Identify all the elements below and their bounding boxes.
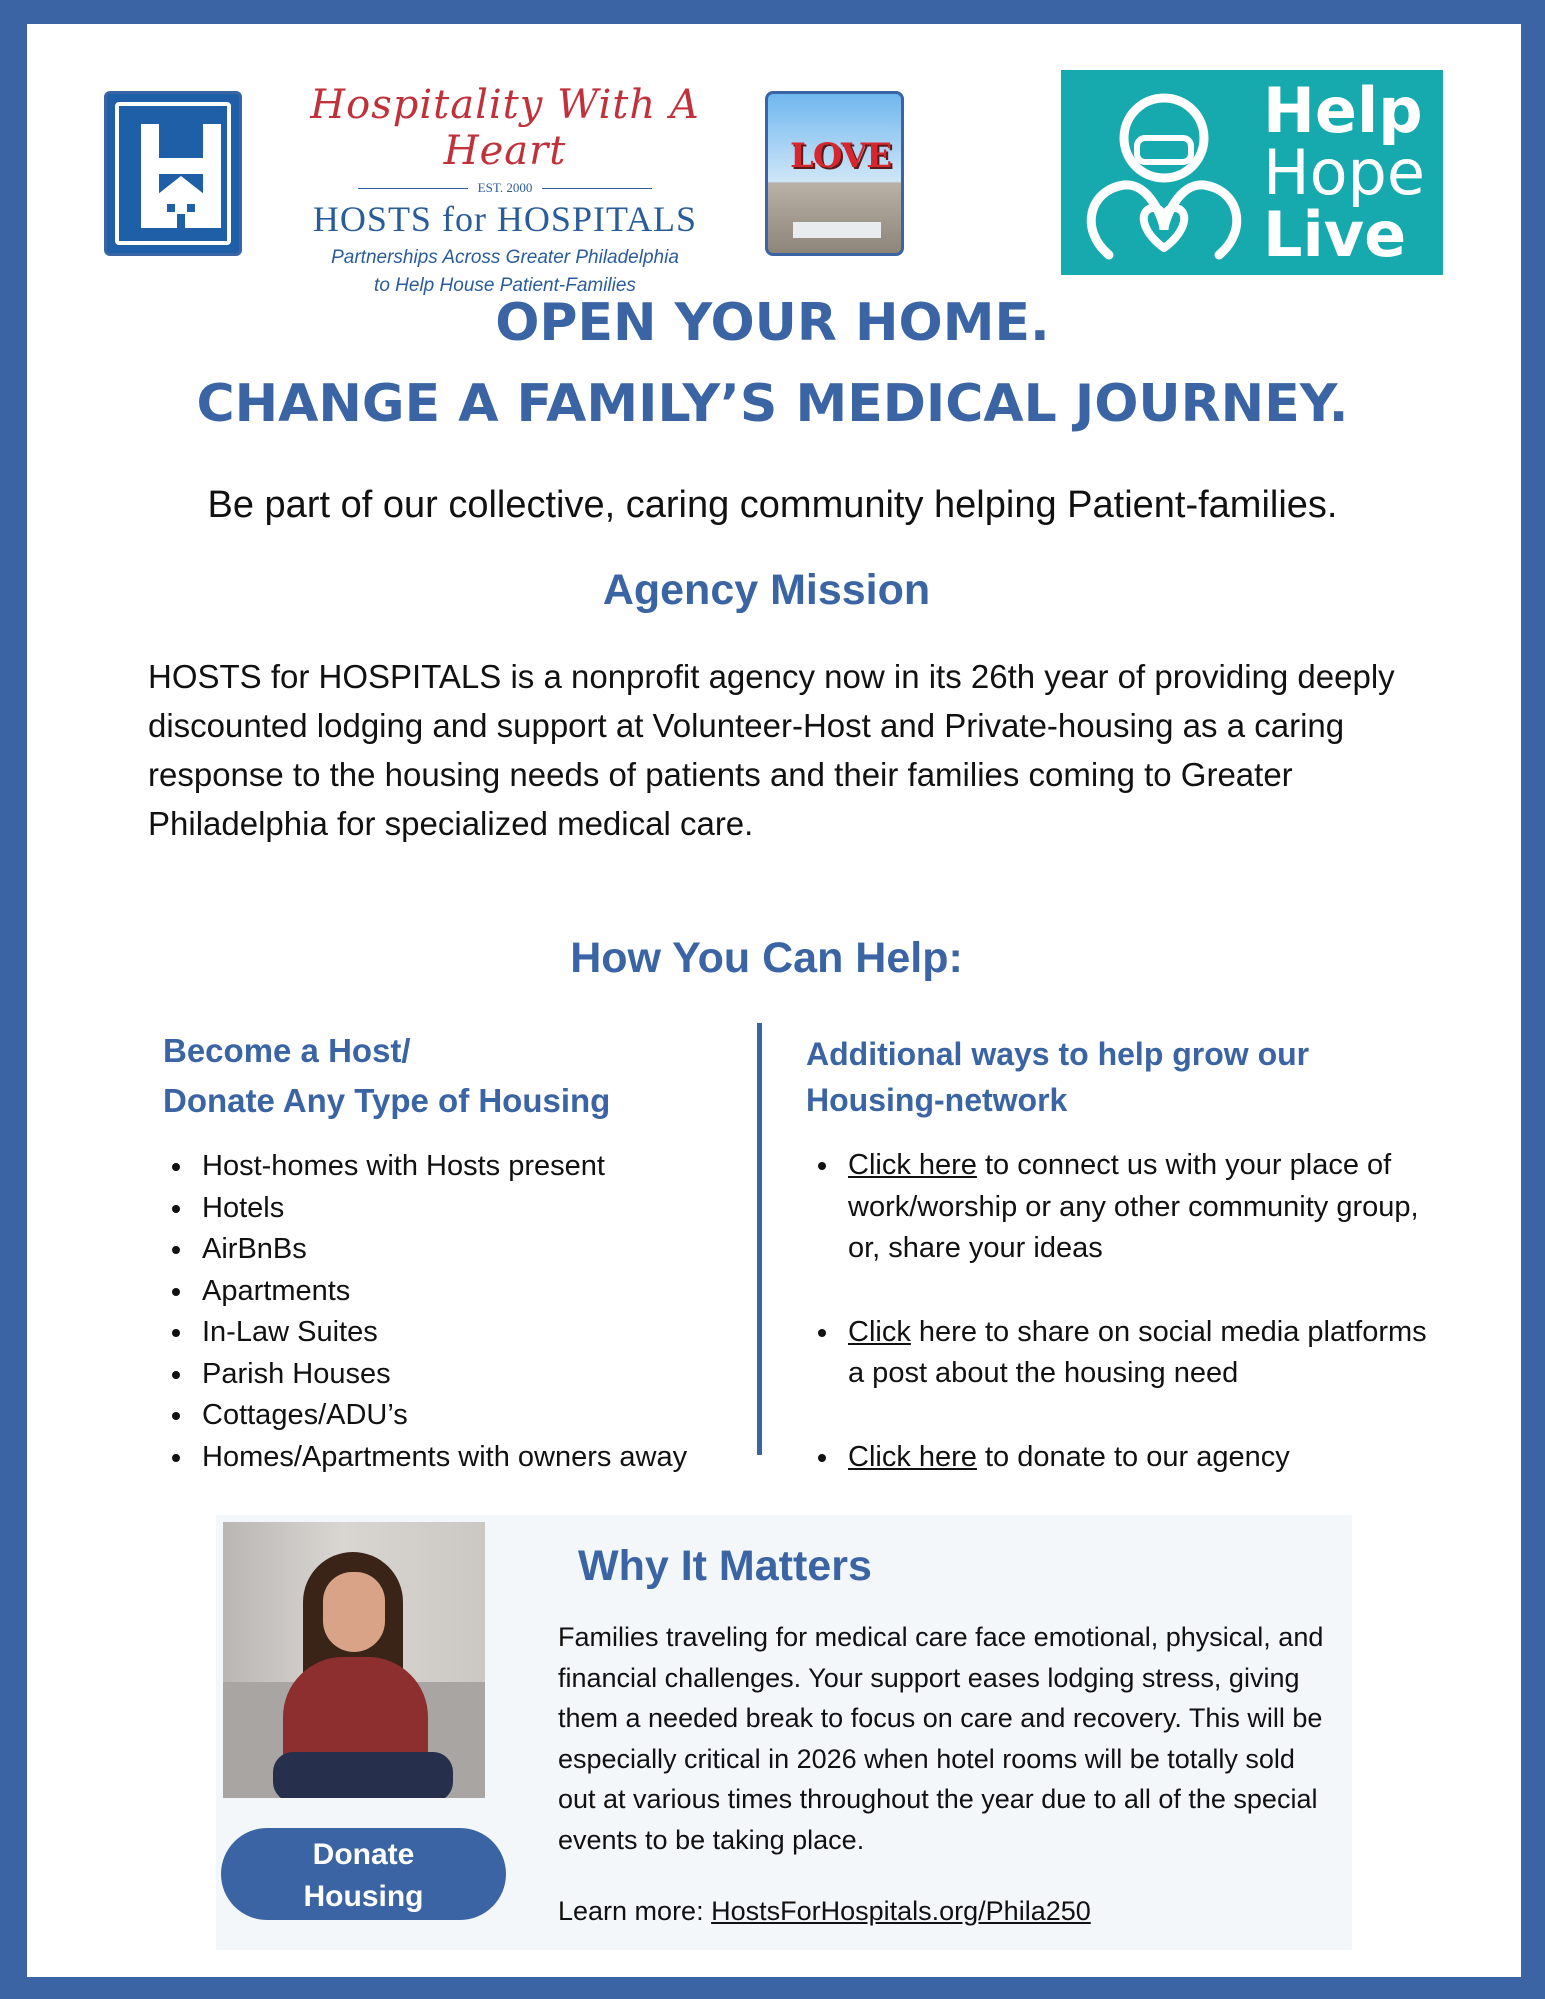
- hhl-wordmark: [1263, 74, 1426, 271]
- hfh-script-title: Hospitality With A Heart: [310, 82, 700, 174]
- love-word-text: LOVE: [790, 136, 892, 176]
- photo-face: [323, 1572, 385, 1652]
- list-item: In-Law Suites: [163, 1312, 743, 1354]
- host-heading-1: Become a Host/: [163, 1032, 411, 1069]
- hfh-org-name: HOSTS for HOSPITALS: [312, 199, 698, 239]
- column-divider: [757, 1023, 762, 1455]
- hfh-subtitle-1: Partnerships Across Greater Philadelphia: [331, 247, 679, 268]
- woman-photo: [223, 1522, 485, 1798]
- list-item: [806, 1312, 1446, 1395]
- hfh-est: [250, 180, 760, 196]
- hhl-live: Live: [1263, 198, 1407, 271]
- list-item: [806, 1145, 1446, 1270]
- mission-title: Agency Mission: [602, 566, 931, 614]
- list-item: AirBnBs: [163, 1229, 743, 1271]
- list-item: Apartments: [163, 1271, 743, 1313]
- list-item: Homes/Apartments with owners away: [163, 1437, 743, 1479]
- donate-line-1: Donate: [312, 1838, 415, 1871]
- hhl-help: Help: [1263, 74, 1423, 147]
- hfh-wordmark: [250, 82, 760, 300]
- help-title: How You Can Help:: [570, 934, 963, 982]
- mission-body: HOSTS for HOSPITALS is a nonprofit agency now in its 26th year of providing deeply discounted lodging and support at Volunteer-Host and Private-housing as a caring response to the housing needs of patients and their families coming to Greater Philadelphia for specialized medical care.: [148, 658, 1395, 842]
- house-h-icon: [127, 114, 235, 244]
- tagline: Be part of our collective, caring community helping Patient-families.: [207, 484, 1338, 526]
- housing-types-list: [163, 1146, 743, 1478]
- headline-line-1: OPEN YOUR HOME.: [495, 293, 1050, 353]
- donate-link[interactable]: Click here: [848, 1440, 977, 1473]
- love-sculpture-image: [765, 91, 904, 256]
- additional-heading-1: Additional ways to help grow our: [806, 1036, 1310, 1072]
- list-item: Cottages/ADU’s: [163, 1395, 743, 1437]
- connect-link[interactable]: Click here: [848, 1149, 977, 1181]
- donate-text: to donate to our agency: [976, 1440, 1290, 1473]
- photo-legs: [273, 1752, 453, 1798]
- donate-housing-button[interactable]: [221, 1828, 506, 1920]
- learn-more-link[interactable]: HostsForHospitals.org/Phila250: [711, 1896, 1091, 1926]
- est-text: EST. 2000: [477, 180, 533, 195]
- additional-heading-2: Housing-network: [806, 1082, 1068, 1118]
- why-body: Families traveling for medical care face emotional, physical, and financial challenges. Your support eases lodging stress, giving them a needed break to focus on care and recovery. This will be especially critical in 2026 when hotel rooms will be totally sold out at various times throughout the year due to all of the special events to be taking place.: [558, 1622, 1324, 1855]
- host-column: [163, 1026, 743, 1478]
- list-item: Host-homes with Hosts present: [163, 1146, 743, 1188]
- learn-more: [558, 1896, 1091, 1927]
- help-hope-live-logo: [1061, 70, 1443, 275]
- host-heading-2: Donate Any Type of Housing: [163, 1082, 611, 1119]
- connect-text: to connect us with your place of work/worship or any other community group, or, share your ideas: [848, 1149, 1419, 1264]
- additional-ways-column: [806, 1031, 1446, 1520]
- love-word: [790, 134, 892, 224]
- why-title: Why It Matters: [578, 1542, 872, 1590]
- headline-line-2: CHANGE A FAMILY’S MEDICAL JOURNEY.: [196, 374, 1349, 434]
- share-link[interactable]: Click: [848, 1315, 911, 1348]
- learn-more-label: Learn more:: [558, 1896, 712, 1926]
- additional-ways-list: [806, 1145, 1446, 1478]
- hhl-hope: Hope: [1263, 136, 1426, 209]
- masked-person-heart-icon: [1069, 80, 1259, 265]
- list-item: [806, 1437, 1446, 1479]
- donate-line-2: Housing: [303, 1880, 424, 1913]
- hfh-subtitle-2: to Help House Patient-Families: [374, 275, 636, 296]
- hfh-house-logo: [104, 91, 242, 256]
- share-text: here to share on social media platforms a post about the housing need: [848, 1315, 1427, 1389]
- list-item: Hotels: [163, 1188, 743, 1230]
- list-item: Parish Houses: [163, 1354, 743, 1396]
- est-rule-right: [542, 188, 652, 189]
- love-base: [793, 222, 881, 238]
- est-rule-left: [358, 188, 468, 189]
